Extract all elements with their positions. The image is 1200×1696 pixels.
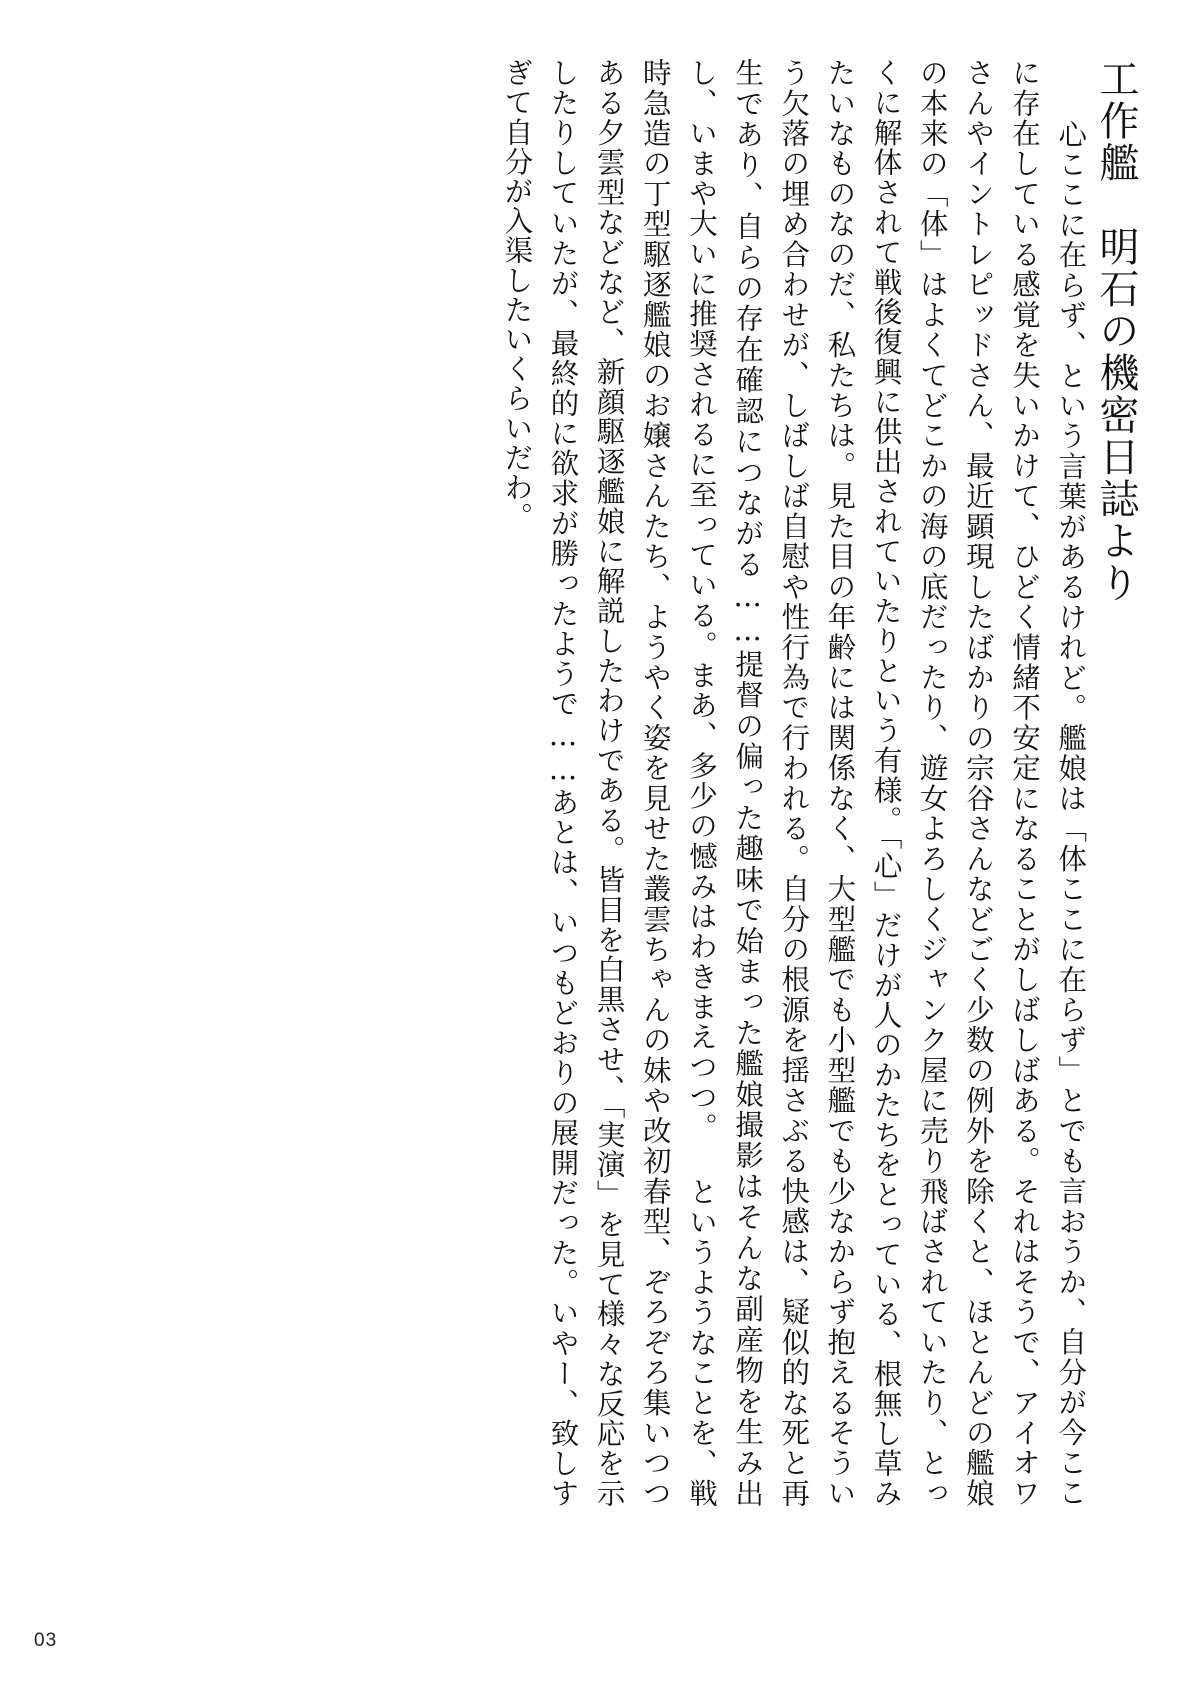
vertical-text-block: [98, 58, 1138, 1538]
page-title: 工作艦 明石の機密日誌より: [1093, 58, 1139, 604]
body-text: 心ここに在らず、という言葉があるけれど。艦娘は「体ここに在らず」とでも言おうか、自分が今ここに存在している感覚を失いかけて、ひどく情緒不安定になることがしばしばある。それはそうで、アイオワさんやイントレピッドさん、最近顕現したばかりの宗谷さんなどごく少数の例外を除くと、ほとんどの艦娘の本来の「体」はよくてどこかの海の底だったり、遊女よろしくジャンク屋に売り飛ばされていたり、とっくに解体されて戦後復興に供出されていたりという有様。「心」だけが人のかたちをとっている、根無し草みたいなものなのだ、私たちは。見た目の年齢には関係なく、大型艦でも小型艦でも少なからず抱えるそういう欠落の埋め合わせが、しばしば自慰や性行為で行われる。自分の根源を揺さぶる快感は、疑似的な死と再生であり、自らの存在確認につながる……提督の偏った趣味で始まった艦娘撮影はそんな副産物を生み出し、いまや大いに推奨されるに至っている。まあ、多少の憾みはわきまえつつ。 というようなことを、戦時急造の丁型駆逐艦娘のお嬢さんたち、ようやく姿を見せた叢雲ちゃんの妹や改初春型、ぞろぞろ集いつつある夕雲型などなど、新顔駆逐艦娘に解説したわけである。皆目を白黒させ、「実演」を見て様々な反応を示したりしていたが、最終的に欲求が勝ったようで……あとは、いつもどおりの展開だった。いやー、致しすぎて自分が入渠したいくらいだわ。: [500, 58, 1088, 1508]
page-number: 03: [34, 1630, 58, 1651]
